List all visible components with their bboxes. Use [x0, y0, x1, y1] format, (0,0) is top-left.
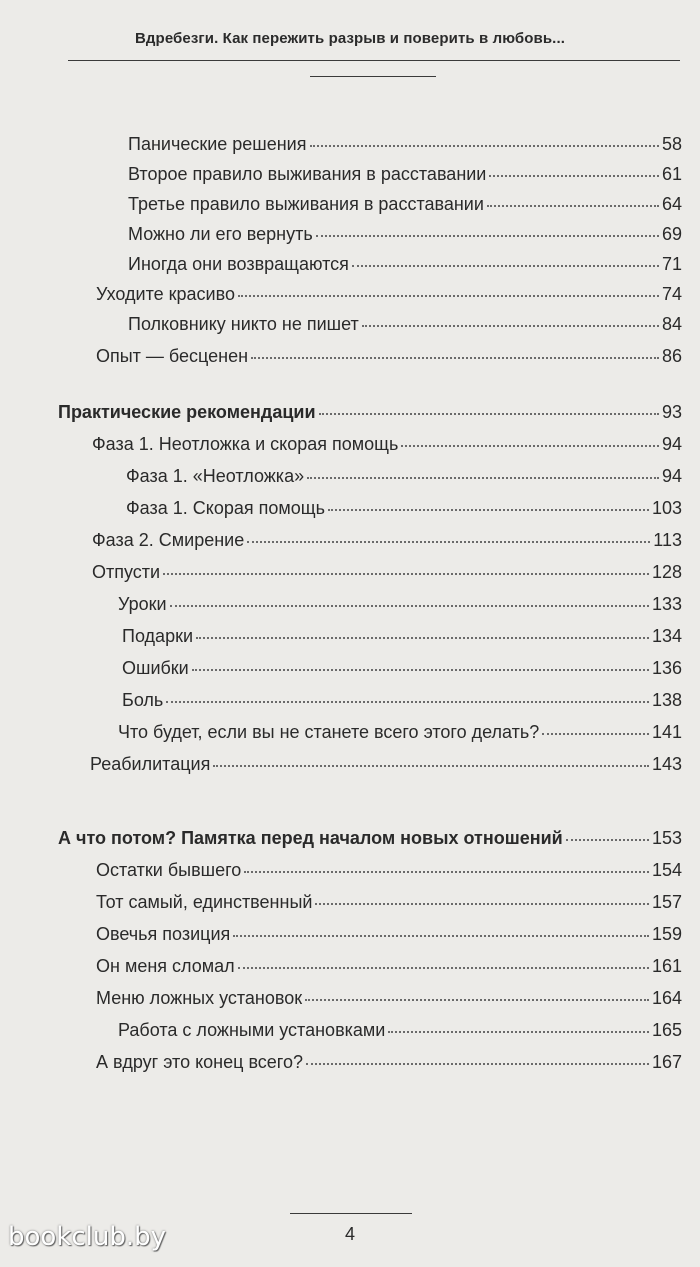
dot-leader: [306, 1063, 649, 1065]
toc-entry-page-number: 141: [651, 722, 682, 742]
dot-leader: [362, 325, 659, 327]
toc-entry: [122, 656, 682, 680]
toc-entry-page-number: 94: [661, 434, 682, 454]
toc-entry: [92, 560, 682, 584]
dot-leader: [170, 605, 649, 607]
dot-leader: [319, 413, 659, 415]
toc-entry-page-number: 134: [651, 626, 682, 646]
toc-section-heading: [58, 826, 682, 850]
dot-leader: [238, 967, 649, 969]
toc-entry-title: Боль: [122, 690, 164, 710]
toc-entry: [126, 496, 682, 520]
dot-leader: [247, 541, 650, 543]
toc-entry: [128, 132, 682, 156]
footer-rule: [290, 1213, 412, 1214]
toc-entry-title: Иногда они возвращаются: [128, 254, 349, 274]
toc-entry-title: Он меня сломал: [96, 956, 235, 976]
toc-entry-page-number: 74: [661, 284, 682, 304]
toc-entry-page-number: 84: [661, 314, 682, 334]
toc-entry: [90, 752, 682, 776]
toc-entry: [118, 720, 682, 744]
toc-entry: [126, 464, 682, 488]
toc-entry-page-number: 161: [651, 956, 682, 976]
toc-entry-title: Отпусти: [92, 562, 161, 582]
toc-entry-title: Второе правило выживания в расставании: [128, 164, 487, 184]
toc-entry: [92, 528, 682, 552]
toc-entry: [128, 252, 682, 276]
toc-entry-page-number: 133: [651, 594, 682, 614]
toc-entry: [96, 954, 682, 978]
toc-entry-page-number: 136: [651, 658, 682, 678]
toc-entry: [96, 922, 682, 946]
dot-leader: [489, 175, 659, 177]
toc-entry-page-number: 159: [651, 924, 682, 944]
toc-entry-page-number: 103: [651, 498, 682, 518]
toc-entry-page-number: 71: [661, 254, 682, 274]
toc-entry-page-number: 128: [651, 562, 682, 582]
toc-entry-title: Уходите красиво: [96, 284, 235, 304]
watermark-logo: bookclub.by: [8, 1222, 167, 1252]
toc-entry-title: Можно ли его вернуть: [128, 224, 313, 244]
toc-entry-page-number: 154: [651, 860, 682, 880]
toc-entry-title: Тот самый, единственный: [96, 892, 313, 912]
toc-entry: [118, 1018, 682, 1042]
toc-entry-title: Ошибки: [122, 658, 189, 678]
dot-leader: [244, 871, 649, 873]
toc-entry-page-number: 157: [651, 892, 682, 912]
dot-leader: [233, 935, 649, 937]
toc-entry-title: Фаза 1. Скорая помощь: [126, 498, 325, 518]
toc-entry-page-number: 86: [661, 346, 682, 366]
dot-leader: [487, 205, 659, 207]
toc-entry-page-number: 93: [661, 402, 682, 422]
toc-entry-page-number: 138: [651, 690, 682, 710]
dot-leader: [192, 669, 649, 671]
toc-entry-page-number: 69: [661, 224, 682, 244]
toc-section-heading: [58, 400, 682, 424]
toc-entry: [96, 986, 682, 1010]
dot-leader: [566, 839, 649, 841]
dot-leader: [310, 145, 659, 147]
dot-leader: [388, 1031, 649, 1033]
dot-leader: [238, 295, 659, 297]
toc-entry-title: Фаза 1. «Неотложка»: [126, 466, 305, 486]
toc-entry-title: Реабилитация: [90, 754, 211, 774]
toc-entry-page-number: 61: [661, 164, 682, 184]
dot-leader: [328, 509, 649, 511]
toc-entry-title: Подарки: [122, 626, 194, 646]
toc-entry-title: А что потом? Памятка перед началом новых отношений: [58, 828, 563, 848]
toc-entry-title: Полковнику никто не пишет: [128, 314, 359, 334]
dot-leader: [213, 765, 649, 767]
toc-entry-page-number: 165: [651, 1020, 682, 1040]
toc-entry-title: Овечья позиция: [96, 924, 231, 944]
toc-entry: [96, 858, 682, 882]
toc-entry-page-number: 94: [661, 466, 682, 486]
dot-leader: [316, 235, 659, 237]
toc-entry-title: Работа с ложными установками: [118, 1020, 386, 1040]
toc-entry-title: Опыт — бесценен: [96, 346, 249, 366]
toc-entry-page-number: 143: [651, 754, 682, 774]
dot-leader: [401, 445, 659, 447]
toc-entry: [128, 222, 682, 246]
dot-leader: [307, 477, 659, 479]
toc-entry: [122, 688, 682, 712]
dot-leader: [305, 999, 649, 1001]
page-number: 4: [344, 1224, 355, 1244]
header-short-rule: [310, 76, 436, 77]
toc-entry: [96, 1050, 682, 1074]
dot-leader: [163, 573, 649, 575]
toc-entry: [96, 282, 682, 306]
dot-leader: [166, 701, 649, 703]
header-rule: [68, 60, 680, 61]
toc-entry-page-number: 113: [653, 530, 682, 550]
toc-entry: [92, 432, 682, 456]
toc-entry-title: Что будет, если вы не станете всего этого делать?: [118, 722, 540, 742]
toc-entry: [122, 624, 682, 648]
toc-entry: [128, 162, 682, 186]
toc-entry-title: Уроки: [118, 594, 167, 614]
toc-entry-title: Панические решения: [128, 134, 307, 154]
toc-entry: [96, 890, 682, 914]
toc-entry-title: А вдруг это конец всего?: [96, 1052, 303, 1072]
toc-entry-title: Практические рекомендации: [58, 402, 316, 422]
toc-entry-page-number: 164: [651, 988, 682, 1008]
dot-leader: [352, 265, 659, 267]
toc-entry: [118, 592, 682, 616]
toc-entry: [128, 192, 682, 216]
toc-entry-page-number: 58: [661, 134, 682, 154]
dot-leader: [315, 903, 649, 905]
toc-entry-title: Третье правило выживания в расставании: [128, 194, 484, 214]
dot-leader: [196, 637, 649, 639]
toc-entry-title: Фаза 1. Неотложка и скорая помощь: [92, 434, 399, 454]
toc-entry-title: Остатки бывшего: [96, 860, 242, 880]
dot-leader: [251, 357, 659, 359]
toc-entry-title: Меню ложных установок: [96, 988, 303, 1008]
toc-entry-page-number: 153: [651, 828, 682, 848]
dot-leader: [542, 733, 649, 735]
toc-entry-page-number: 167: [651, 1052, 682, 1072]
running-head: Вдребезги. Как пережить разрыв и поверить в любовь...: [135, 30, 565, 47]
toc-entry: [128, 312, 682, 336]
toc-entry-page-number: 64: [661, 194, 682, 214]
toc-entry-title: Фаза 2. Смирение: [92, 530, 245, 550]
toc-entry: [96, 344, 682, 368]
